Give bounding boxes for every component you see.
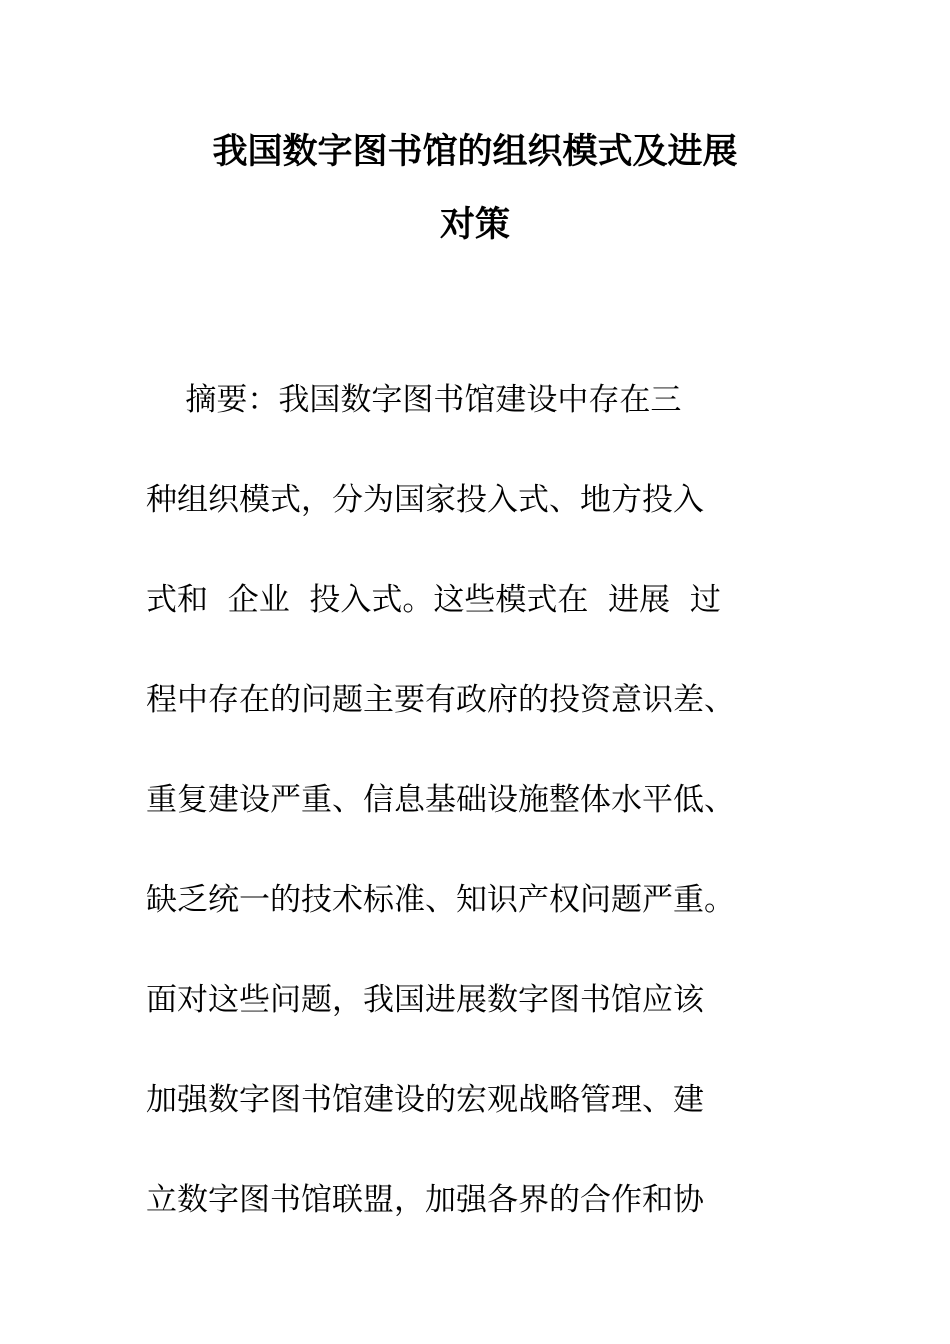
abstract-line-9: 立数字图书馆联盟，加强各界的合作和协 xyxy=(146,1182,704,1218)
document-title-line-2: 对策 xyxy=(439,204,510,245)
document-title-line-1: 我国数字图书馆的组织模式及进展 xyxy=(212,131,738,172)
abstract-line-3: 式和 企业 投入式。这些模式在 进展 过 xyxy=(146,582,721,618)
abstract-line-6: 缺乏统一的技术标准、知识产权问题严重。 xyxy=(146,882,735,918)
abstract-line-7: 面对这些问题，我国进展数字图书馆应该 xyxy=(146,982,704,1018)
abstract-line-5: 重复建设严重、信息基础设施整体水平低、 xyxy=(146,782,735,818)
abstract-line-2: 种组织模式，分为国家投入式、地方投入 xyxy=(146,482,704,518)
abstract-line-8: 加强数字图书馆建设的宏观战略管理、建 xyxy=(146,1082,704,1118)
abstract-line-4: 程中存在的问题主要有政府的投资意识差、 xyxy=(146,682,735,718)
abstract-line-1: 摘要：我国数字图书馆建设中存在三 xyxy=(146,382,682,418)
